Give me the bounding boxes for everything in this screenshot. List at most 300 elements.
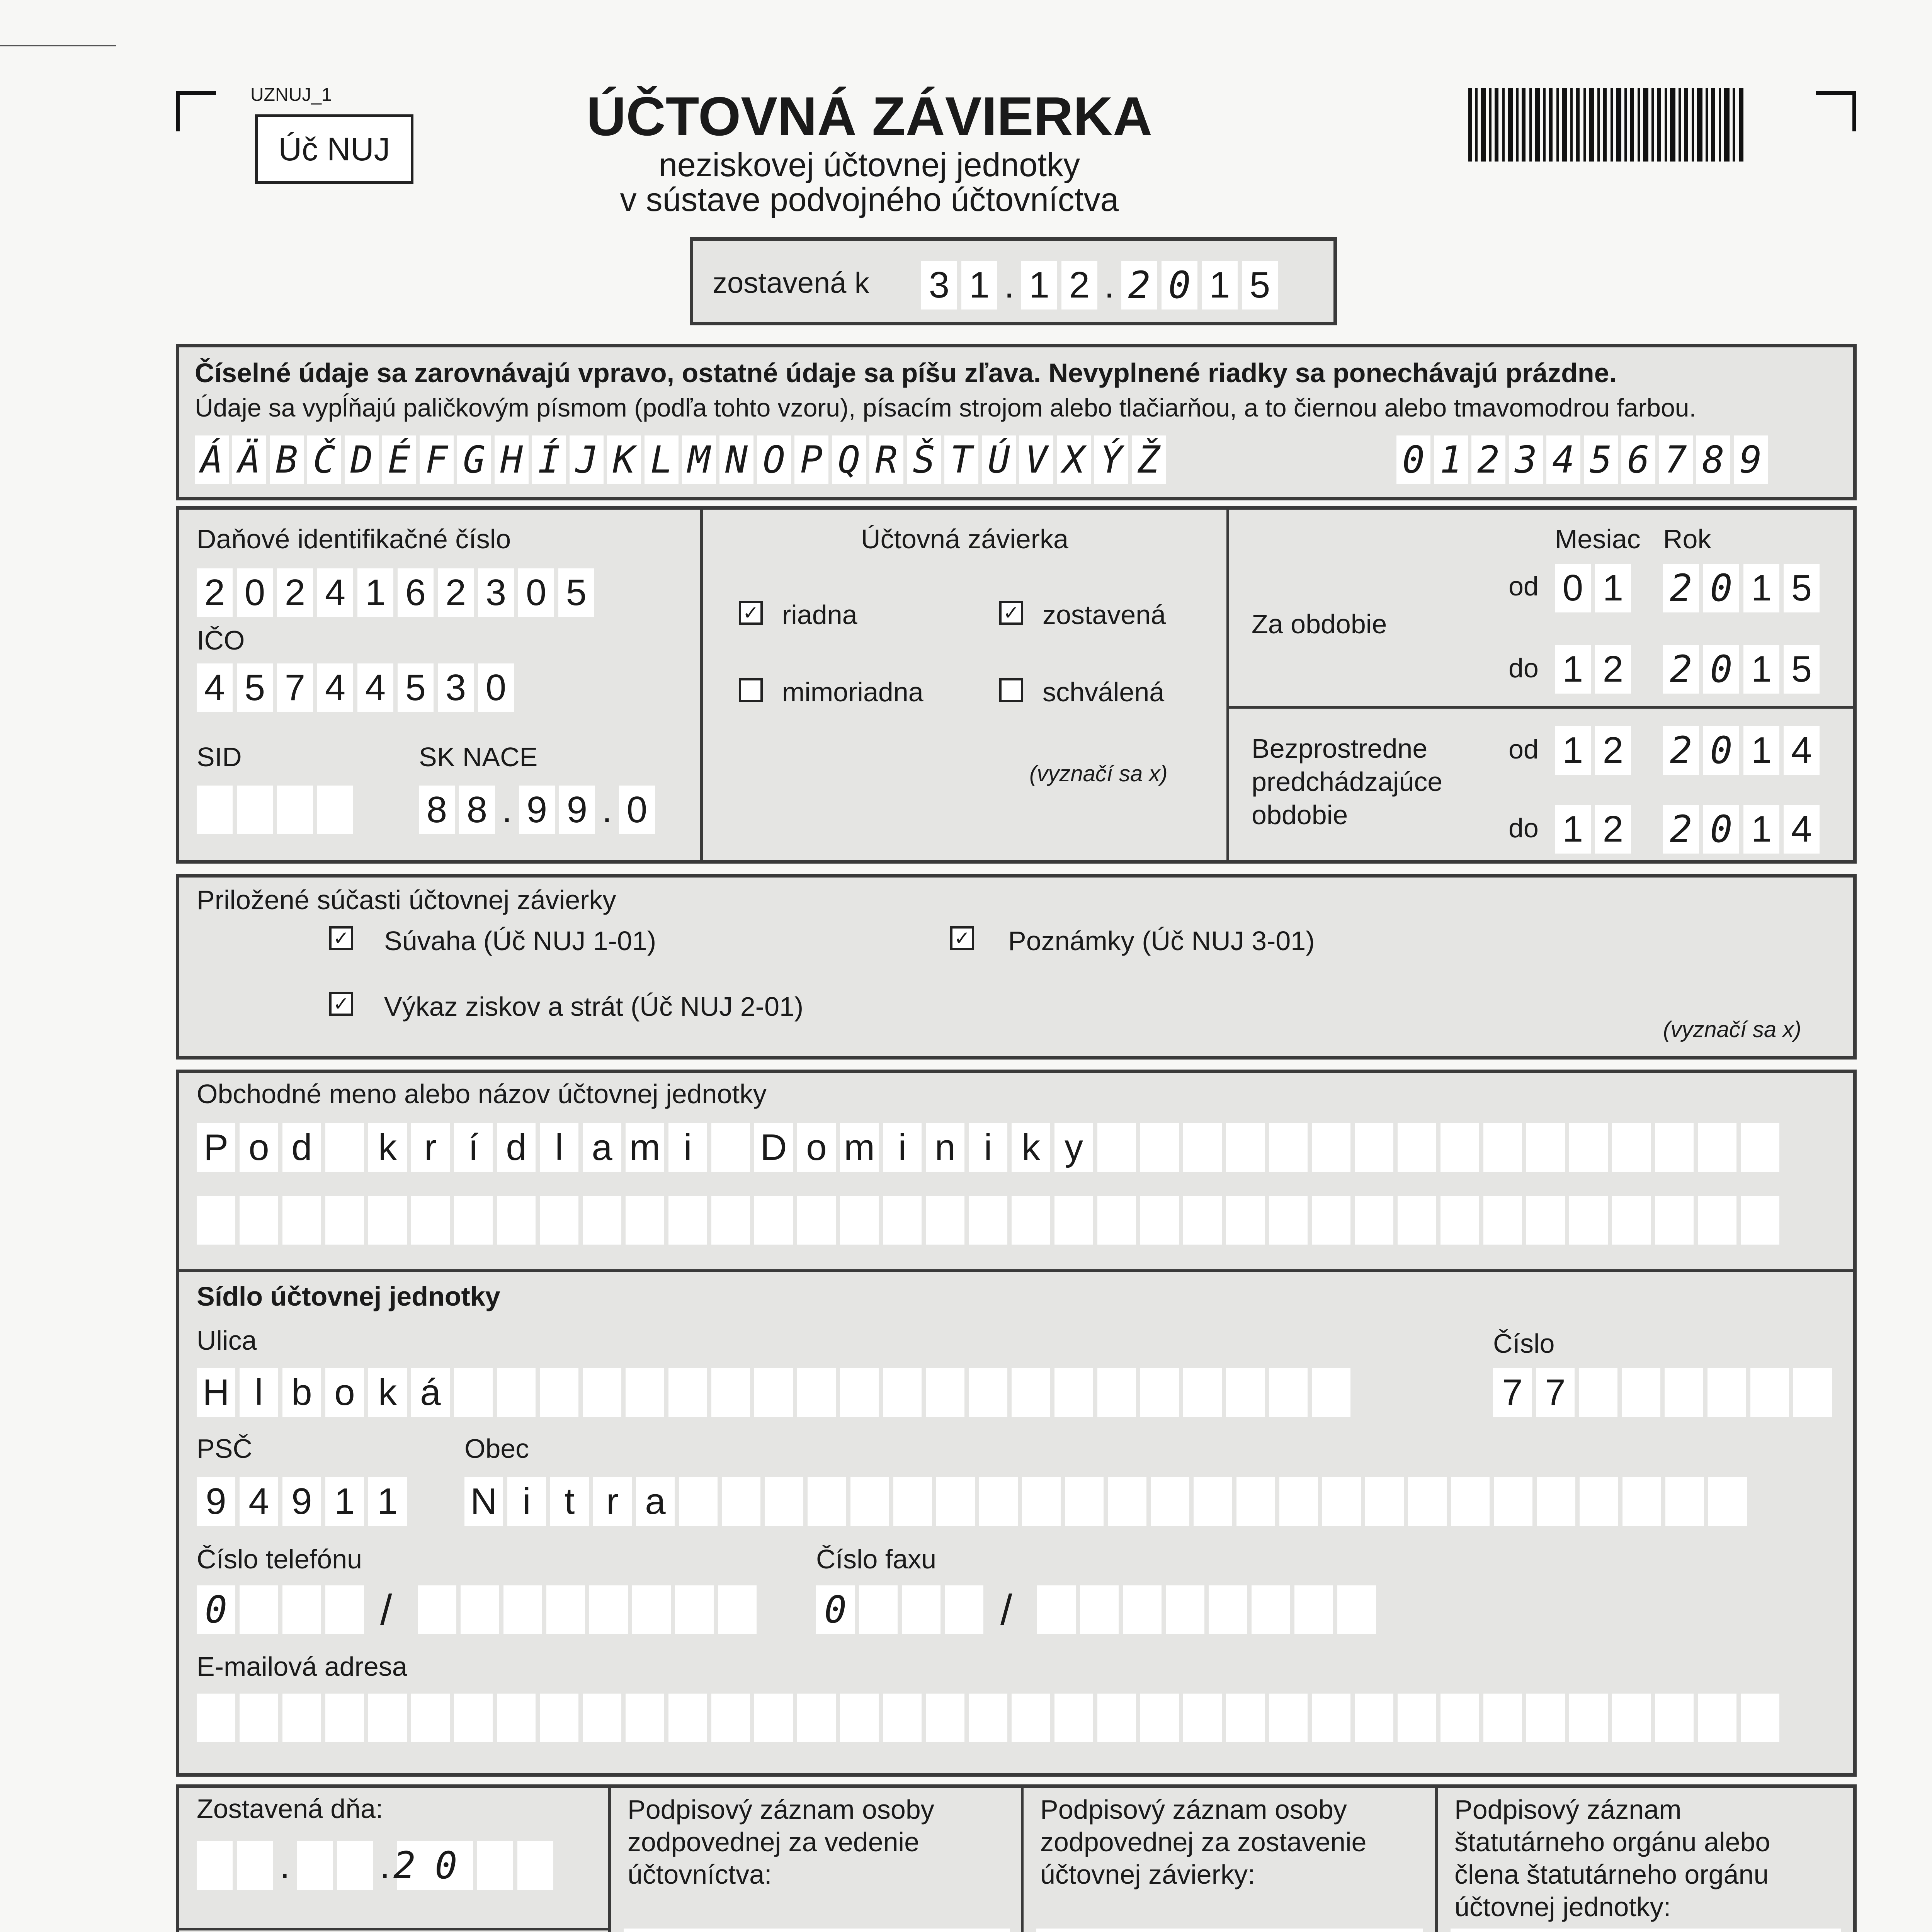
- fax-digit[interactable]: [1123, 1585, 1162, 1634]
- year-digit[interactable]: 1: [1743, 645, 1779, 694]
- fax-digit[interactable]: [902, 1585, 940, 1634]
- city-char[interactable]: [1537, 1477, 1575, 1526]
- checkbox-mimoriadna[interactable]: [739, 678, 763, 702]
- year-digit[interactable]: 1: [1743, 564, 1779, 612]
- name-char[interactable]: [583, 1196, 621, 1245]
- email-char[interactable]: [668, 1694, 707, 1742]
- street-char[interactable]: H: [197, 1368, 235, 1417]
- dic-digit[interactable]: 2: [438, 568, 474, 617]
- email-char[interactable]: [1741, 1694, 1779, 1742]
- name-char[interactable]: [1398, 1196, 1436, 1245]
- email-char[interactable]: [240, 1694, 278, 1742]
- street-char[interactable]: á: [411, 1368, 450, 1417]
- fax-digit[interactable]: [1166, 1585, 1204, 1634]
- city-char[interactable]: [1151, 1477, 1189, 1526]
- fax-digit[interactable]: [1337, 1585, 1376, 1634]
- ico-digit[interactable]: 4: [357, 663, 393, 712]
- name-char[interactable]: i: [969, 1123, 1007, 1172]
- instructions-panel: [176, 344, 1857, 500]
- street-char[interactable]: o: [325, 1368, 364, 1417]
- email-char[interactable]: [1612, 1694, 1651, 1742]
- city-char[interactable]: a: [636, 1477, 675, 1526]
- city-char[interactable]: [765, 1477, 803, 1526]
- email-char[interactable]: [840, 1694, 879, 1742]
- signature-compiler-label: Podpisový záznam osoby zodpovednej za zostavenie účtovnej závierky:: [1040, 1794, 1367, 1889]
- email-char[interactable]: [797, 1694, 836, 1742]
- city-char[interactable]: [1622, 1477, 1661, 1526]
- email-char[interactable]: [1398, 1694, 1436, 1742]
- psc-digit[interactable]: 4: [240, 1477, 278, 1526]
- name-char[interactable]: [1440, 1123, 1479, 1172]
- email-char[interactable]: [926, 1694, 964, 1742]
- name-char[interactable]: o: [240, 1123, 278, 1172]
- month-digit[interactable]: [297, 1841, 333, 1890]
- ico-digit[interactable]: 7: [277, 663, 313, 712]
- ico-digit[interactable]: 3: [438, 663, 474, 712]
- nace-digit[interactable]: 0: [619, 786, 655, 834]
- city-char[interactable]: [1365, 1477, 1404, 1526]
- phone-digit[interactable]: [589, 1585, 628, 1634]
- name-char[interactable]: [1269, 1196, 1308, 1245]
- fax-digit[interactable]: [1037, 1585, 1076, 1634]
- dic-digit[interactable]: 2: [197, 568, 233, 617]
- city-char[interactable]: t: [550, 1477, 589, 1526]
- street-char[interactable]: [1054, 1368, 1093, 1417]
- month-digit[interactable]: 1: [1555, 726, 1591, 775]
- fax-digit[interactable]: [1294, 1585, 1333, 1634]
- checkbox-schvalena[interactable]: [999, 678, 1023, 702]
- street-char[interactable]: [1012, 1368, 1050, 1417]
- phone-digit[interactable]: [546, 1585, 585, 1634]
- dic-digit[interactable]: 2: [277, 568, 313, 617]
- name-char[interactable]: [1269, 1123, 1308, 1172]
- city-char[interactable]: [850, 1477, 889, 1526]
- day-digit[interactable]: [197, 1841, 233, 1890]
- name-char[interactable]: [1012, 1196, 1050, 1245]
- day-digit[interactable]: [237, 1841, 273, 1890]
- date-digit[interactable]: 1: [1202, 261, 1238, 310]
- dic-digit[interactable]: 6: [398, 568, 434, 617]
- psc-digit[interactable]: 1: [368, 1477, 407, 1526]
- name-char[interactable]: [411, 1196, 450, 1245]
- street-char[interactable]: [454, 1368, 493, 1417]
- name-char[interactable]: [1698, 1123, 1736, 1172]
- street-char[interactable]: [1312, 1368, 1350, 1417]
- street-char[interactable]: k: [368, 1368, 407, 1417]
- sid-digit[interactable]: [317, 786, 353, 834]
- name-char[interactable]: [1226, 1196, 1265, 1245]
- city-char[interactable]: [1065, 1477, 1104, 1526]
- city-char[interactable]: [1451, 1477, 1490, 1526]
- phone-digit[interactable]: [325, 1585, 364, 1634]
- name-char[interactable]: [240, 1196, 278, 1245]
- number-char[interactable]: 7: [1536, 1368, 1575, 1417]
- fax-digit[interactable]: [859, 1585, 898, 1634]
- name-char[interactable]: o: [797, 1123, 836, 1172]
- city-char[interactable]: [1580, 1477, 1618, 1526]
- phone-digit[interactable]: [675, 1585, 714, 1634]
- street-char[interactable]: [926, 1368, 964, 1417]
- name-char[interactable]: [1097, 1123, 1136, 1172]
- option-schvalena: schválená: [1043, 677, 1165, 707]
- name-char[interactable]: d: [282, 1123, 321, 1172]
- fax-digit[interactable]: 0: [816, 1585, 855, 1634]
- name-char[interactable]: [368, 1196, 407, 1245]
- number-char[interactable]: [1708, 1368, 1746, 1417]
- nace-digit[interactable]: 8: [419, 786, 455, 834]
- date-digit[interactable]: 1: [961, 261, 997, 310]
- month-digit[interactable]: 2: [1595, 726, 1631, 775]
- city-char[interactable]: [1322, 1477, 1361, 1526]
- year-digit[interactable]: [477, 1841, 513, 1890]
- number-char[interactable]: [1579, 1368, 1617, 1417]
- email-char[interactable]: [1226, 1694, 1265, 1742]
- city-char[interactable]: r: [593, 1477, 632, 1526]
- email-char[interactable]: [325, 1694, 364, 1742]
- email-char[interactable]: [368, 1694, 407, 1742]
- dic-digit[interactable]: 4: [317, 568, 353, 617]
- name-char[interactable]: [1183, 1123, 1222, 1172]
- name-char[interactable]: [454, 1196, 493, 1245]
- name-char[interactable]: [626, 1196, 664, 1245]
- name-char[interactable]: P: [197, 1123, 235, 1172]
- year-digit[interactable]: [517, 1841, 553, 1890]
- name-char[interactable]: [1526, 1123, 1565, 1172]
- phone-digit[interactable]: 0: [197, 1585, 235, 1634]
- year-digit[interactable]: 1: [1743, 805, 1779, 854]
- city-char[interactable]: [808, 1477, 846, 1526]
- city-char[interactable]: [1022, 1477, 1061, 1526]
- email-char[interactable]: [497, 1694, 536, 1742]
- city-char[interactable]: [722, 1477, 760, 1526]
- number-char[interactable]: [1793, 1368, 1832, 1417]
- city-char[interactable]: [1494, 1477, 1532, 1526]
- name-char[interactable]: [1612, 1196, 1651, 1245]
- name-char[interactable]: [668, 1196, 707, 1245]
- name-char[interactable]: [754, 1196, 793, 1245]
- name-char[interactable]: [1097, 1196, 1136, 1245]
- date-digit[interactable]: 3: [921, 261, 957, 310]
- name-char[interactable]: k: [1012, 1123, 1050, 1172]
- street-char[interactable]: l: [240, 1368, 278, 1417]
- email-char[interactable]: [1655, 1694, 1694, 1742]
- street-field: [197, 1368, 1350, 1417]
- name-char[interactable]: i: [883, 1123, 922, 1172]
- previous-from-year: [1663, 726, 1820, 775]
- street-char[interactable]: [497, 1368, 536, 1417]
- name-char[interactable]: D: [754, 1123, 793, 1172]
- email-char[interactable]: [197, 1694, 235, 1742]
- name-char[interactable]: m: [626, 1123, 664, 1172]
- street-char[interactable]: [1097, 1368, 1136, 1417]
- signature-compiler-box[interactable]: [1036, 1929, 1423, 1932]
- date-digit[interactable]: 2: [1121, 261, 1157, 310]
- sid-digit[interactable]: [197, 786, 233, 834]
- name-char[interactable]: y: [1054, 1123, 1093, 1172]
- name-char[interactable]: [969, 1196, 1007, 1245]
- name-char[interactable]: [711, 1123, 750, 1172]
- email-char[interactable]: [1269, 1694, 1308, 1742]
- street-char[interactable]: [969, 1368, 1007, 1417]
- name-char[interactable]: [540, 1196, 578, 1245]
- number-char[interactable]: [1622, 1368, 1660, 1417]
- year-digit[interactable]: 2: [1663, 805, 1699, 854]
- sample-letters: [195, 435, 1166, 484]
- email-char[interactable]: [626, 1694, 664, 1742]
- nace-digit[interactable]: 9: [559, 786, 595, 834]
- date-digit[interactable]: 5: [1242, 261, 1278, 310]
- fax-digit[interactable]: [945, 1585, 983, 1634]
- email-char[interactable]: [711, 1694, 750, 1742]
- street-char[interactable]: [1269, 1368, 1308, 1417]
- checkbox-vykaz[interactable]: [329, 992, 353, 1016]
- street-label: Ulica: [197, 1325, 257, 1355]
- email-char[interactable]: [1054, 1694, 1093, 1742]
- sample-digit: 2: [1471, 435, 1505, 484]
- email-char[interactable]: [1312, 1694, 1350, 1742]
- name-char[interactable]: [926, 1196, 964, 1245]
- phone-digit[interactable]: [632, 1585, 671, 1634]
- name-char[interactable]: [1054, 1196, 1093, 1245]
- checkbox-poznamky[interactable]: [950, 926, 974, 950]
- email-char[interactable]: [1526, 1694, 1565, 1742]
- dic-digit[interactable]: 0: [237, 568, 273, 617]
- month-digit[interactable]: 1: [1555, 805, 1591, 854]
- email-char[interactable]: [1483, 1694, 1522, 1742]
- year-prefix[interactable]: 20: [397, 1841, 473, 1890]
- name-char[interactable]: í: [454, 1123, 493, 1172]
- city-char[interactable]: i: [507, 1477, 546, 1526]
- email-char[interactable]: [540, 1694, 578, 1742]
- email-char[interactable]: [1698, 1694, 1736, 1742]
- sid-digit[interactable]: [237, 786, 273, 834]
- year-digit[interactable]: 0: [1703, 726, 1739, 775]
- row-divider: [179, 1928, 611, 1930]
- number-char[interactable]: [1750, 1368, 1789, 1417]
- city-char[interactable]: N: [464, 1477, 503, 1526]
- fax-number-field: [1037, 1585, 1376, 1634]
- name-char[interactable]: a: [583, 1123, 621, 1172]
- name-char[interactable]: [325, 1196, 364, 1245]
- sample-letter: Á: [195, 435, 229, 484]
- city-char[interactable]: [1665, 1477, 1704, 1526]
- checkbox-zostavena[interactable]: [999, 601, 1023, 625]
- city-char[interactable]: [936, 1477, 975, 1526]
- date-digit[interactable]: 2: [1061, 261, 1097, 310]
- phone-digit[interactable]: [240, 1585, 278, 1634]
- name-char[interactable]: [282, 1196, 321, 1245]
- ico-digit[interactable]: 4: [317, 663, 353, 712]
- street-char[interactable]: [540, 1368, 578, 1417]
- name-char[interactable]: r: [411, 1123, 450, 1172]
- number-char[interactable]: 7: [1493, 1368, 1532, 1417]
- city-char[interactable]: [979, 1477, 1018, 1526]
- city-char[interactable]: [1236, 1477, 1275, 1526]
- year-digit[interactable]: 4: [1784, 726, 1820, 775]
- name-char[interactable]: [1698, 1196, 1736, 1245]
- email-char[interactable]: [1140, 1694, 1179, 1742]
- nace-digit[interactable]: 8: [459, 786, 495, 834]
- name-char[interactable]: [1612, 1123, 1651, 1172]
- sid-digit[interactable]: [277, 786, 313, 834]
- name-char[interactable]: [1526, 1196, 1565, 1245]
- street-char[interactable]: b: [282, 1368, 321, 1417]
- name-char[interactable]: [1655, 1196, 1694, 1245]
- name-char[interactable]: [711, 1196, 750, 1245]
- name-char[interactable]: [1483, 1196, 1522, 1245]
- year-digit[interactable]: 2: [1663, 564, 1699, 612]
- year-digit[interactable]: 0: [1703, 564, 1739, 612]
- date-digit[interactable]: 0: [1162, 261, 1197, 310]
- ico-digit[interactable]: 0: [478, 663, 514, 712]
- city-char[interactable]: [1194, 1477, 1232, 1526]
- psc-digit[interactable]: 1: [325, 1477, 364, 1526]
- year-digit[interactable]: 1: [1743, 726, 1779, 775]
- name-char[interactable]: [1398, 1123, 1436, 1172]
- month-digit[interactable]: 0: [1555, 564, 1591, 612]
- checkbox-riadna[interactable]: [739, 601, 763, 625]
- street-char[interactable]: [1226, 1368, 1265, 1417]
- checkbox-suvaha[interactable]: [329, 926, 353, 950]
- ico-digit[interactable]: 5: [237, 663, 273, 712]
- email-char[interactable]: [1440, 1694, 1479, 1742]
- fax-digit[interactable]: [1080, 1585, 1119, 1634]
- ico-digit[interactable]: 5: [398, 663, 434, 712]
- month-digit[interactable]: 1: [1595, 564, 1631, 612]
- email-char[interactable]: [411, 1694, 450, 1742]
- month-digit[interactable]: 2: [1595, 645, 1631, 694]
- phone-digit[interactable]: [282, 1585, 321, 1634]
- name-char[interactable]: [1140, 1196, 1179, 1245]
- sample-digit: 1: [1434, 435, 1468, 484]
- phone-digit[interactable]: [418, 1585, 456, 1634]
- name-char[interactable]: [1483, 1123, 1522, 1172]
- name-char[interactable]: [1741, 1123, 1779, 1172]
- month-digit[interactable]: [337, 1841, 373, 1890]
- signature-statutory-box[interactable]: [1451, 1929, 1841, 1932]
- name-char[interactable]: [797, 1196, 836, 1245]
- dic-digit[interactable]: 0: [518, 568, 554, 617]
- sample-letter: R: [869, 435, 903, 484]
- email-char[interactable]: [1569, 1694, 1608, 1742]
- nace-separator: .: [602, 789, 612, 830]
- name-char[interactable]: [197, 1196, 235, 1245]
- column-divider: [700, 510, 703, 861]
- email-char[interactable]: [883, 1694, 922, 1742]
- email-char[interactable]: [1355, 1694, 1393, 1742]
- name-char[interactable]: k: [368, 1123, 407, 1172]
- year-digit[interactable]: 2: [1663, 645, 1699, 694]
- name-char[interactable]: [1355, 1196, 1393, 1245]
- column-divider: [608, 1788, 611, 1932]
- street-char[interactable]: [797, 1368, 836, 1417]
- year-digit[interactable]: 2: [1663, 726, 1699, 775]
- name-char[interactable]: d: [497, 1123, 536, 1172]
- name-char[interactable]: [325, 1123, 364, 1172]
- number-char[interactable]: [1665, 1368, 1703, 1417]
- city-char[interactable]: [1708, 1477, 1747, 1526]
- year-digit[interactable]: 5: [1784, 564, 1820, 612]
- year-digit[interactable]: 0: [1703, 645, 1739, 694]
- dic-digit[interactable]: 3: [478, 568, 514, 617]
- psc-digit[interactable]: 9: [197, 1477, 235, 1526]
- name-char[interactable]: [883, 1196, 922, 1245]
- fax-digit[interactable]: [1252, 1585, 1290, 1634]
- email-char[interactable]: [754, 1694, 793, 1742]
- fax-digit[interactable]: [1209, 1585, 1247, 1634]
- name-char[interactable]: l: [540, 1123, 578, 1172]
- name-char[interactable]: [1183, 1196, 1222, 1245]
- email-char[interactable]: [583, 1694, 621, 1742]
- name-char[interactable]: [1440, 1196, 1479, 1245]
- street-char[interactable]: [1140, 1368, 1179, 1417]
- phone-digit[interactable]: [461, 1585, 499, 1634]
- city-char[interactable]: [1108, 1477, 1146, 1526]
- street-char[interactable]: [668, 1368, 707, 1417]
- year-digit[interactable]: 4: [1784, 805, 1820, 854]
- city-char[interactable]: [1408, 1477, 1447, 1526]
- city-char[interactable]: [893, 1477, 932, 1526]
- city-char[interactable]: [1279, 1477, 1318, 1526]
- city-char[interactable]: [679, 1477, 718, 1526]
- street-char[interactable]: [1183, 1368, 1222, 1417]
- name-char[interactable]: [1569, 1196, 1608, 1245]
- name-char[interactable]: [840, 1196, 879, 1245]
- signature-accounting-box[interactable]: [624, 1929, 1010, 1932]
- do-label: do: [1509, 813, 1539, 843]
- name-char[interactable]: [1655, 1123, 1694, 1172]
- email-char[interactable]: [1097, 1694, 1136, 1742]
- year-digit[interactable]: 0: [1703, 805, 1739, 854]
- dic-digit[interactable]: 5: [558, 568, 594, 617]
- street-char[interactable]: [883, 1368, 922, 1417]
- phone-digit[interactable]: [718, 1585, 757, 1634]
- email-char[interactable]: [282, 1694, 321, 1742]
- name-char[interactable]: m: [840, 1123, 879, 1172]
- instructions-line-1: Číselné údaje sa zarovnávajú vpravo, ostatné údaje sa píšu zľava. Nevyplnené riadky sa ponechávajú prázdne.: [195, 358, 1617, 388]
- name-char[interactable]: [1569, 1123, 1608, 1172]
- name-char[interactable]: i: [668, 1123, 707, 1172]
- street-char[interactable]: [711, 1368, 750, 1417]
- month-digit[interactable]: 1: [1555, 645, 1591, 694]
- nace-digit[interactable]: 9: [519, 786, 555, 834]
- psc-digit[interactable]: 9: [282, 1477, 321, 1526]
- street-char[interactable]: [840, 1368, 879, 1417]
- sid-label: SID: [197, 742, 242, 772]
- name-char[interactable]: [497, 1196, 536, 1245]
- email-char[interactable]: [969, 1694, 1007, 1742]
- street-char[interactable]: [626, 1368, 664, 1417]
- email-char[interactable]: [1183, 1694, 1222, 1742]
- ico-digit[interactable]: 4: [197, 663, 233, 712]
- email-char[interactable]: [1012, 1694, 1050, 1742]
- name-char[interactable]: n: [926, 1123, 964, 1172]
- name-char[interactable]: [1312, 1196, 1350, 1245]
- year-digit[interactable]: 5: [1784, 645, 1820, 694]
- phone-digit[interactable]: [503, 1585, 542, 1634]
- month-digit[interactable]: 2: [1595, 805, 1631, 854]
- name-char[interactable]: [1312, 1123, 1350, 1172]
- dic-digit[interactable]: 1: [357, 568, 393, 617]
- name-char[interactable]: [1140, 1123, 1179, 1172]
- street-char[interactable]: [583, 1368, 621, 1417]
- name-char[interactable]: [1355, 1123, 1393, 1172]
- name-char[interactable]: [1226, 1123, 1265, 1172]
- street-char[interactable]: [754, 1368, 793, 1417]
- email-char[interactable]: [454, 1694, 493, 1742]
- name-char[interactable]: [1741, 1196, 1779, 1245]
- date-digit[interactable]: 1: [1021, 261, 1057, 310]
